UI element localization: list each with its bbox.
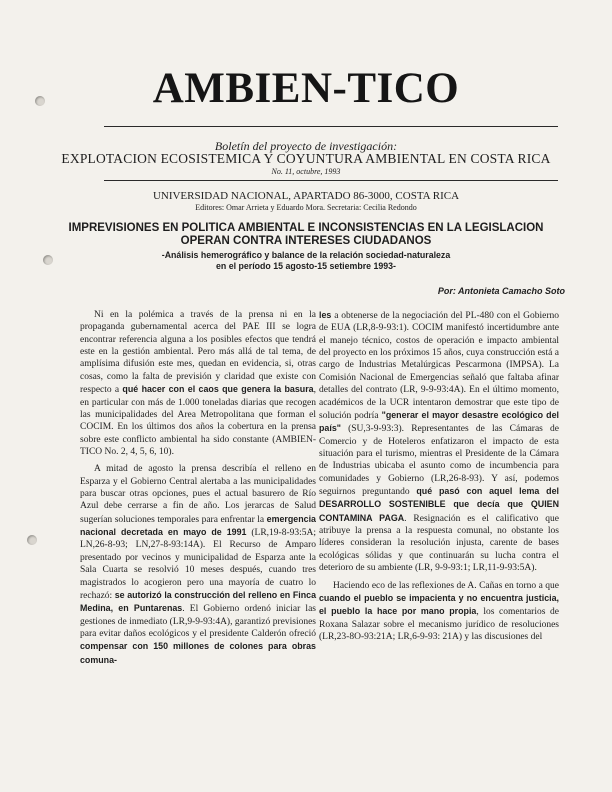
paragraph: A mitad de agosto la prensa describía el relleno en Esparza y el Gobierno Central alertaba a las municipalidades para buscar otras opciones, pues el actual basurero de Río Azul debe cerrarse a fin de año. Los jerarcas de Salud sugerían soluciones temporales para enfrentar la emergencia nacional decretada en mayo de 1991 (LR,19-8-93:5A; LN,26-8-93; LN,27-8-93:14A). El Recurso de Amparo presentado por vecinos y municipalidad de Esparza ante la Sala Cuarta se resolvió 10 meses después, cuando tres magistrados lo acogieron pero una mayoría de cuatro lo rechazó: se autorizó la construcción del relleno en Finca Medina, en Puntarenas. El Gobierno ordenó iniciar las gestiones de inmediato (LR,9-9-93:4A), garantizó previsiones para evitar daños ecológicos y el presidente Calderón ofreció compensar con 150 millones de colones para obras comuna-: [80, 464, 316, 665]
masthead-title: AMBIEN-TICO: [152, 65, 460, 112]
punch-hole-bottom: [27, 535, 37, 545]
bulletin-subtitle: Boletín del proyecto de investigación:: [214, 139, 398, 153]
header-divider: [104, 180, 558, 181]
article-byline: Por: Antonieta Camacho Soto: [437, 286, 565, 296]
university-address: UNIVERSIDAD NACIONAL, APARTADO 86-3000, COSTA RICA: [152, 190, 460, 202]
article-column-left: [80, 309, 316, 667]
issue-number: No. 11, octubre, 1993: [271, 167, 341, 176]
project-title: EXPLOTACION ECOSISTEMICA Y COYUNTURA AMBIENTAL EN COSTA RICA: [61, 151, 551, 166]
paragraph: les a obtenerse de la negociación del PL-480 con el Gobierno de EUA (LR,8-9-93:1). COCIM manifestó incertidumbre ante el manejo técnico, costos de operación e impacto ambiental del proyecto en los próximos 15 años, cuya construcción está a cargo de Industrias Metalúrgicas Pescarmona (IMPSA). La Comisión Nacional de Emergencias señaló que faltaba afinar detalles del contrato (LR, 9-9-93:4A). En el último momento, académicos de la UCR intentaron demostrar que este tipo de solución podría "generar el mayor desastre ecológico del país" (SU,3-9-93:3). Representantes de las Cámaras de Comercio y de Hoteleros enfatizaron el impacto de esta situación para el turismo, mientras el Presidente de la Cámara de Industrias ubicaba el asunto como de incumbencia para comunidades y Gobierno (LR,26-8-93). Y así, podemos seguirnos preguntando qué pasó con aquel lema del DESARROLLO SOSTENIBLE que decía que QUIEN CONTAMINA PAGA. Resignación es el calificativo que atribuye la prensa a la respuesta comunal, no obstante los líderes consideran la resolución injusta, carente de bases ecológicas sólidas y que continuarán su lucha contra el deterioro de su ambiente (LR, 9-9-93:1; LR,11-9-93:5A).: [319, 310, 559, 574]
paragraph: Haciendo eco de las reflexiones de A. Cañas en torno a que cuando el pueblo se impacienta y no encuentra justicia, el pueblo la hace por mano propia, los comentarios de Roxana Salazar sobre el mecanismo jurídico de resoluciones (LR,23-8O-93:21A; LR,6-9-93: 21A) y las discusiones del: [319, 580, 559, 642]
headline-line-2: OPERAN CONTRA INTERESES CIUDADANOS: [180, 235, 432, 247]
editors-credit: Editores: Omar Arrieta y Eduardo Mora. Secretaria: Cecilia Redondo: [195, 203, 417, 212]
article-column-right: [319, 309, 559, 643]
masthead-rule: [104, 126, 558, 127]
deck-line-1: -Análisis hemerográfico y balance de la relación sociedad-naturaleza: [161, 250, 451, 260]
deck-line-2: en el período 15 agosto-15 setiembre 1993-: [216, 261, 396, 271]
paragraph: Ni en la polémica a través de la prensa ni en la propaganda gubernamental acerca del PAE III se logra encontrar referencia alguna a los posibles efectos que tendrá este en la gestión ambiental. Pero más allá de tal tema, de amplísima difusión este mes, quedan en evidencia, si, otras cosas, como la falta de previsión y claridad que existe con respecto a qué hacer con el caos que genera la basura, en particular con más de 1.000 toneladas diarias que recogen las municipalidades del Area Metropolitana que forman el COCIM. En los últimos dos años la cobertura en la prensa sobre este conflicto ambiental ha sido constante (AMBIEN-TICO No. 2, 4, 5, 6, 10).: [80, 310, 316, 457]
headline-line-1: IMPREVISIONES EN POLITICA AMBIENTAL E INCONSISTENCIAS EN LA LEGISLACION: [68, 222, 544, 234]
